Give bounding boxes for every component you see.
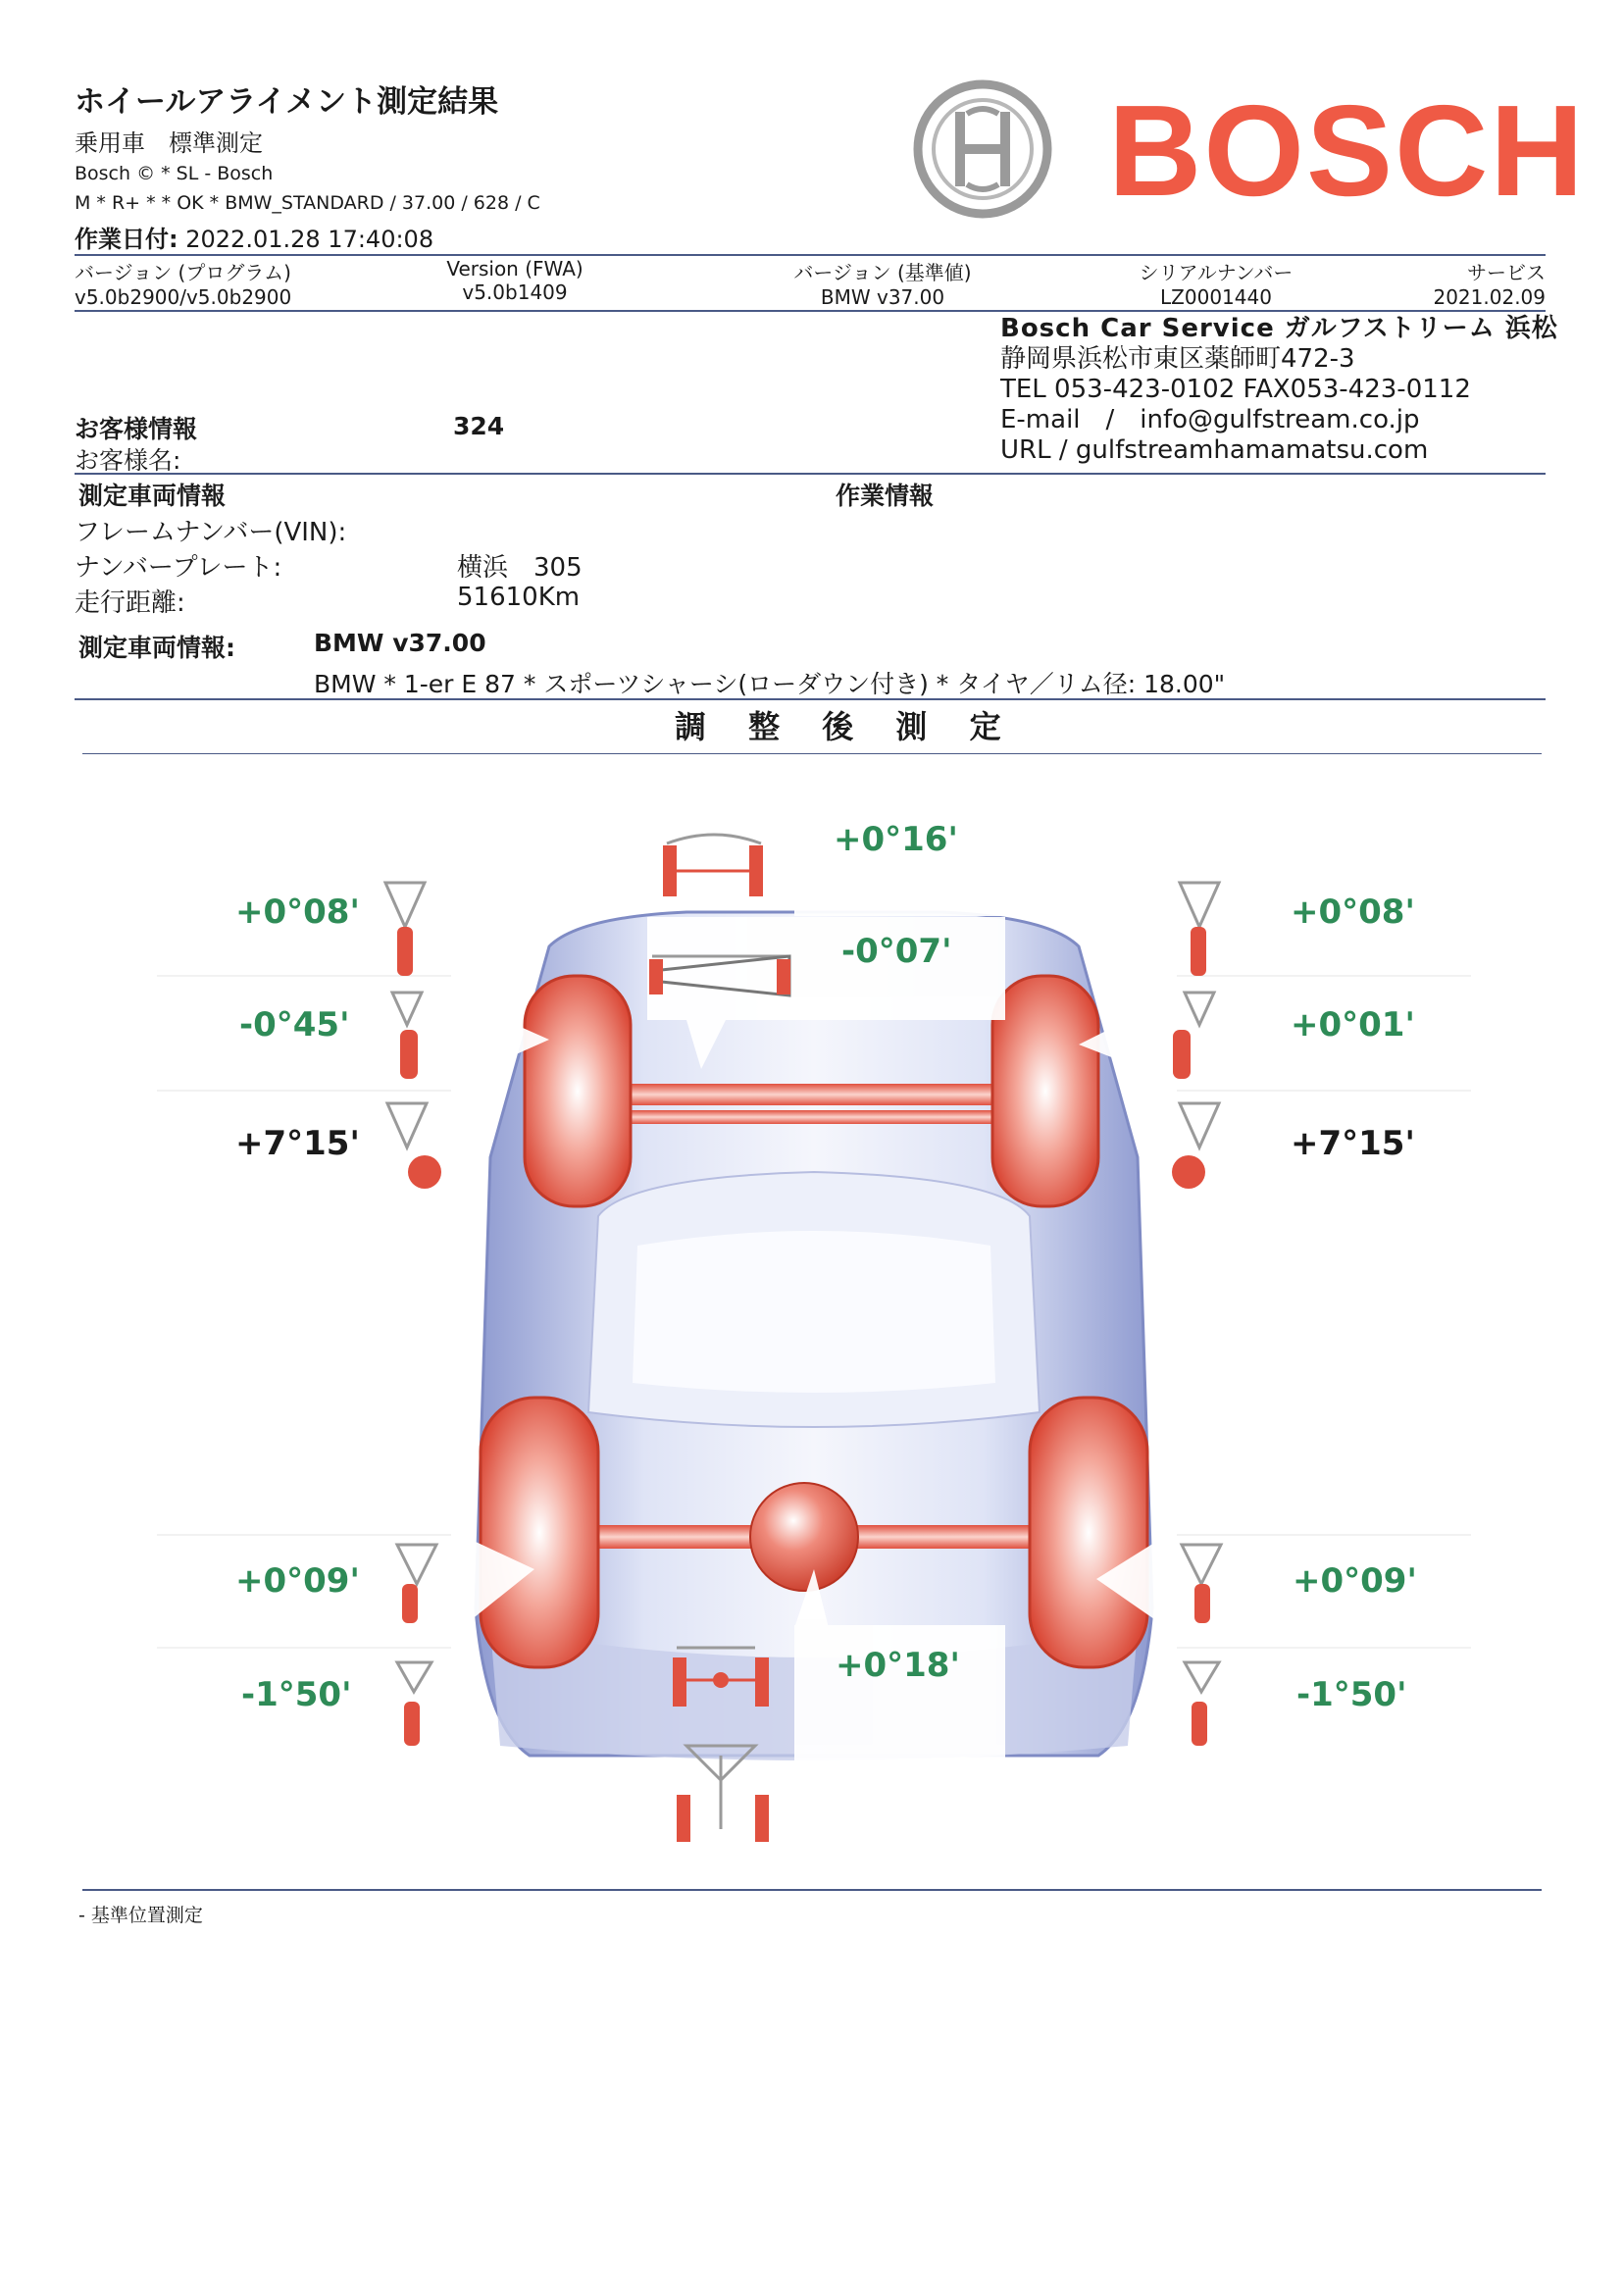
rear-left-wheel [481, 1398, 598, 1667]
front-left-caster-icon [387, 1103, 441, 1189]
front-left-wheel [525, 976, 631, 1206]
front-axle [608, 1084, 1020, 1105]
version-program-value: v5.0b2900/v5.0b2900 [75, 285, 292, 309]
rear-total-toe-value: +0°18' [836, 1646, 960, 1685]
rear-right-wheel [1030, 1398, 1147, 1667]
service-date-label: サービス [1467, 261, 1546, 284]
bosch-armature-logo-icon [910, 76, 1055, 222]
front-axle-lower [608, 1110, 1020, 1124]
rear-right-toe-value: +0°09' [1293, 1561, 1417, 1601]
serial-number-value: LZ0001440 [1160, 285, 1272, 309]
copyright-text: Bosch © * SL - Bosch [75, 163, 274, 184]
rear-thrust-angle-icon [677, 1746, 769, 1842]
front-right-toe-icon [1180, 883, 1219, 976]
car-roof-highlight [633, 1231, 995, 1393]
front-total-toe-icon [663, 835, 763, 896]
front-right-toe-value: +0°08' [1291, 892, 1415, 932]
work-date-value: 2022.01.28 17:40:08 [185, 226, 434, 253]
front-left-caster-value: +7°15' [235, 1124, 360, 1163]
front-left-camber-value: -0°45' [239, 1005, 350, 1045]
front-right-camber-value: +0°01' [1291, 1005, 1415, 1045]
version-program-label: バージョン (プログラム) [75, 261, 291, 284]
work-info-label: 作業情報 [836, 482, 935, 510]
status-line: M * R+ * * OK * BMW_STANDARD / 37.00 / 628 / C [75, 192, 540, 214]
shop-tel-fax: TEL 053-423-0102 FAX053-423-0112 [1000, 375, 1471, 404]
customer-info-value: 324 [453, 412, 505, 440]
service-date [1349, 257, 1546, 309]
vehicle-section-label: 測定車両情報 [78, 482, 227, 510]
version-fwa-label: Version (FWA) [446, 257, 584, 280]
serial-number [1098, 257, 1334, 309]
report-title: ホイールアライメント測定結果 [75, 84, 499, 120]
vehicle-spec-db: BMW v37.00 [314, 629, 486, 657]
vehicle-spec-label: 測定車両情報: [78, 634, 235, 662]
plate-value: 横浜 305 [457, 553, 583, 583]
shop-info [1000, 314, 1558, 466]
front-right-caster-value: +7°15' [1291, 1124, 1415, 1163]
rear-right-camber-value: -1°50' [1296, 1675, 1407, 1714]
serial-number-label: シリアルナンバー [1139, 261, 1294, 284]
front-right-caster-icon [1172, 1103, 1219, 1189]
front-right-wheel [992, 976, 1098, 1206]
rear-left-camber-icon [397, 1662, 431, 1746]
work-date-label: 作業日付: [75, 226, 178, 253]
car-diagram [0, 765, 1624, 1883]
front-left-toe-icon [385, 883, 425, 976]
mileage-label: 走行距離: [75, 588, 185, 618]
customer-info-label: お客様情報 [75, 415, 198, 443]
bosch-wordmark: BOSCH [1108, 78, 1586, 223]
shop-email: E-mail / info@gulfstream.co.jp [1000, 405, 1420, 434]
version-fwa [417, 257, 613, 304]
report-subtitle: 乗用車 標準測定 [75, 129, 263, 157]
version-fwa-value: v5.0b1409 [462, 280, 568, 304]
vehicle-spec-detail: BMW * 1-er E 87 * スポーツシャーシ(ローダウン付き) * タイヤ／リム径: 18.00" [314, 670, 1226, 698]
shop-name: Bosch Car Service ガルフストリーム 浜松 [1000, 314, 1558, 343]
plate-label: ナンバープレート: [75, 553, 282, 583]
service-date-value: 2021.02.09 [1433, 285, 1546, 309]
rear-left-toe-value: +0°09' [235, 1561, 360, 1601]
rear-right-camber-icon [1185, 1662, 1219, 1746]
vin-label: フレームナンバー(VIN): [75, 518, 347, 547]
rear-differential [750, 1483, 858, 1591]
shop-address: 静岡県浜松市東区薬師町472-3 [1000, 344, 1355, 374]
version-reference [765, 257, 1000, 309]
section-title: 調 整 後 測 定 [675, 708, 1017, 745]
front-total-toe-value: +0°16' [834, 820, 958, 859]
shop-url: URL / gulfstreamhamamatsu.com [1000, 435, 1429, 465]
version-program [75, 257, 291, 309]
version-reference-value: BMW v37.00 [820, 285, 945, 309]
front-setback-value: -0°07' [841, 932, 952, 971]
work-date [75, 220, 433, 254]
footer-note: - 基準位置測定 [78, 1905, 203, 1926]
front-left-toe-value: +0°08' [235, 892, 360, 932]
mileage-value: 51610Km [457, 583, 581, 612]
version-reference-label: バージョン (基準値) [793, 261, 972, 284]
rear-left-camber-value: -1°50' [241, 1675, 352, 1714]
customer-name-label: お客様名: [75, 446, 181, 475]
